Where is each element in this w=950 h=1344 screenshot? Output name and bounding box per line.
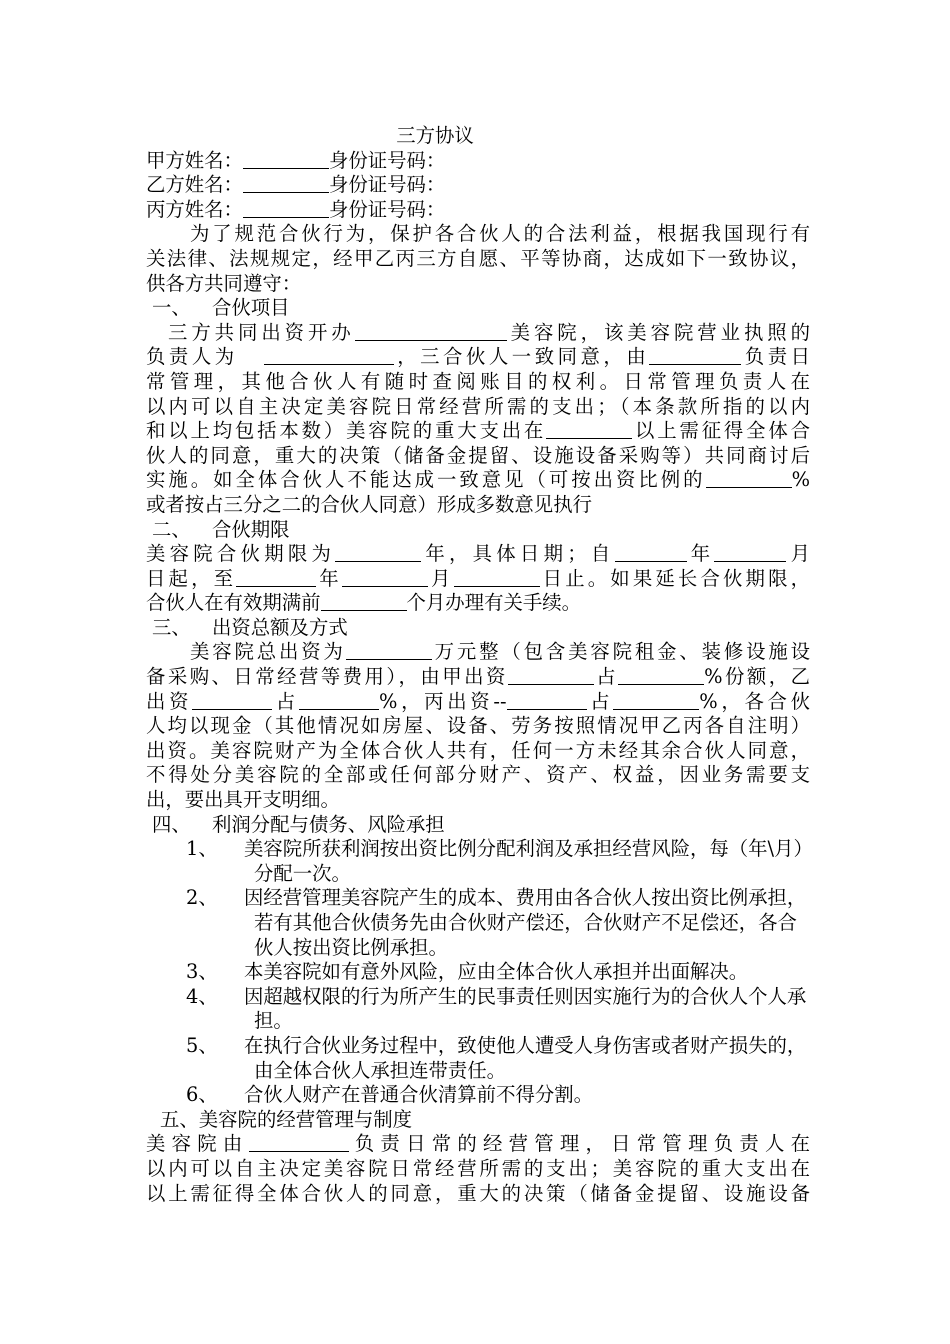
- list-item: 5、 在执行合伙业务过程中，致使他人遭受人身伤害或者财产损失的，由全体合伙人承担连带责任。: [186, 1033, 807, 1082]
- blank-end-month: [342, 568, 428, 587]
- s3-line-1: 美容院总出资为 万元整（包含美容院租金、装修设施设: [190, 640, 810, 664]
- party-a-name-label: 甲方姓名：: [146, 148, 243, 172]
- s1-line-2: 负责人为 ，三合伙人一致同意，由 负责日: [146, 345, 811, 369]
- party-c-id-label: 身份证号码：: [328, 197, 446, 221]
- party-c-name-blank: [243, 199, 329, 218]
- list-item: 4、 因超越权限的行为所产生的民事责任则因实施行为的合伙人个人承担。: [186, 984, 807, 1033]
- document-title: 三方协议: [396, 124, 474, 147]
- blank-total-investment: [346, 641, 432, 660]
- s1-line-4: 以内可以自主决定美容院日常经营所需的支出；（本条款所指的以内: [146, 394, 810, 418]
- blank-major-expense: [546, 420, 632, 439]
- s1-line-5: 和以上均包括本数）美容院的重大支出在 以上需征得全体合: [146, 419, 811, 443]
- s1-line-8: 或者按占三分之二的合伙人同意）形成多数意见执行: [146, 492, 592, 516]
- s2-line-1: 美容院合伙期限为 年，具体日期；自 年 月: [146, 542, 811, 566]
- s3-line-3: 出资 占 %，丙出资-- 占 %，各合伙: [146, 689, 811, 713]
- blank-manager: [649, 346, 741, 365]
- s5-line-3: 以上需征得全体合伙人的同意，重大的决策（储备金提留、设施设备: [146, 1181, 810, 1205]
- s5-line-2: 以内可以自主决定美容院日常经营所需的支出；美容院的重大支出在: [146, 1156, 810, 1180]
- blank-s5-manager: [249, 1133, 349, 1152]
- blank-end-day: [454, 568, 540, 587]
- s2-line-2: 日起，至 年 月 日止。如果延长合伙期限，: [146, 566, 810, 590]
- s3-line-2: 备采购、日常经营等费用），由甲出资 占 %份额，乙: [146, 665, 810, 689]
- s3-line-5: 出资。美容院财产为全体合伙人共有，任何一方未经其余合伙人同意，: [146, 738, 810, 762]
- blank-salon-name: [355, 322, 507, 341]
- intro-line-1: 为了规范合伙行为，保护各合伙人的合法利益，根据我国现行有: [190, 222, 810, 246]
- party-b-id-label: 身份证号码：: [328, 173, 446, 197]
- blank-b-amount: [192, 691, 272, 710]
- list-item: 2、 因经营管理美容院产生的成本、费用由各合伙人按出资比例承担，若有其他合伙债务先由合伙财产偿还，合伙财产不足偿还，各合伙人按出资比例承担。: [186, 886, 807, 959]
- list-item: 6、 合伙人财产在普通合伙清算前不得分割。: [186, 1083, 594, 1107]
- s1-line-7: 实施。如全体合伙人不能达成一致意见（可按出资比例的 %: [146, 468, 810, 492]
- party-a-id-label: 身份证号码：: [328, 148, 446, 172]
- intro-line-2: 关法律、法规规定，经甲乙丙三方自愿、平等协商，达成如下一致协议，: [146, 246, 810, 270]
- blank-start-month: [714, 543, 786, 562]
- blank-term-years: [335, 543, 421, 562]
- s1-line-3: 常管理，其他合伙人有随时查阅账目的权利。日常管理负责人在: [146, 369, 810, 393]
- blank-start-year: [615, 543, 687, 562]
- s2-line-3: 合伙人在有效期满前 个月办理有关手续。: [146, 591, 582, 615]
- blank-ratio: [706, 469, 792, 488]
- s1-line-1: 三方共同出资开办 美容院，该美容院营业执照的: [168, 320, 811, 344]
- section-3-heading: 三、 出资总额及方式: [152, 615, 348, 639]
- section-4-heading: 四、 利润分配与债务、风险承担: [152, 812, 445, 836]
- list-item: 1、 美容院所获利润按出资比例分配利润及承担经营风险，每（年\月）分配一次。: [186, 837, 804, 885]
- party-b-name-blank: [243, 174, 329, 193]
- party-a-line: [146, 149, 810, 174]
- blank-c-share: [613, 691, 699, 710]
- s3-line-4: 人均以现金（其他情况如房屋、设备、劳务按照情况甲乙丙各自注明）: [146, 714, 810, 738]
- section-5-heading: 五、美容院的经营管理与制度: [160, 1107, 413, 1131]
- blank-renew-months: [321, 592, 407, 611]
- blank-c-amount: [507, 691, 587, 710]
- party-c-line: [146, 198, 810, 223]
- blank-end-year: [236, 568, 316, 587]
- party-a-name-blank: [243, 150, 329, 169]
- blank-a-share: [618, 666, 704, 685]
- s3-line-7: 出，要出具开支明细。: [146, 788, 340, 812]
- blank-license-holder: [264, 346, 394, 365]
- list-item: 3、 本美容院如有意外风险，应由全体合伙人承担并出面解决。: [186, 960, 749, 984]
- party-b-line: [146, 173, 810, 198]
- s5-line-1: 美容院由 负责日常的经营管理，日常管理负责人在: [146, 1132, 811, 1156]
- section-1-heading: 一、 合伙项目: [152, 296, 290, 320]
- party-c-name-label: 丙方姓名：: [146, 197, 243, 221]
- section-2-heading: 二、 合伙期限: [152, 517, 290, 541]
- blank-a-amount: [508, 666, 594, 685]
- document-page: [146, 124, 810, 1206]
- s1-line-6: 伙人的同意，重大的决策（储备金提留、设施设备采购等）共同商讨后: [146, 443, 810, 467]
- blank-b-share: [299, 691, 379, 710]
- party-b-name-label: 乙方姓名：: [146, 173, 243, 197]
- s3-line-6: 不得处分美容院的全部或任何部分财产、资产、权益，因业务需要支: [146, 763, 810, 787]
- intro-line-3: 供各方共同遵守：: [146, 271, 302, 295]
